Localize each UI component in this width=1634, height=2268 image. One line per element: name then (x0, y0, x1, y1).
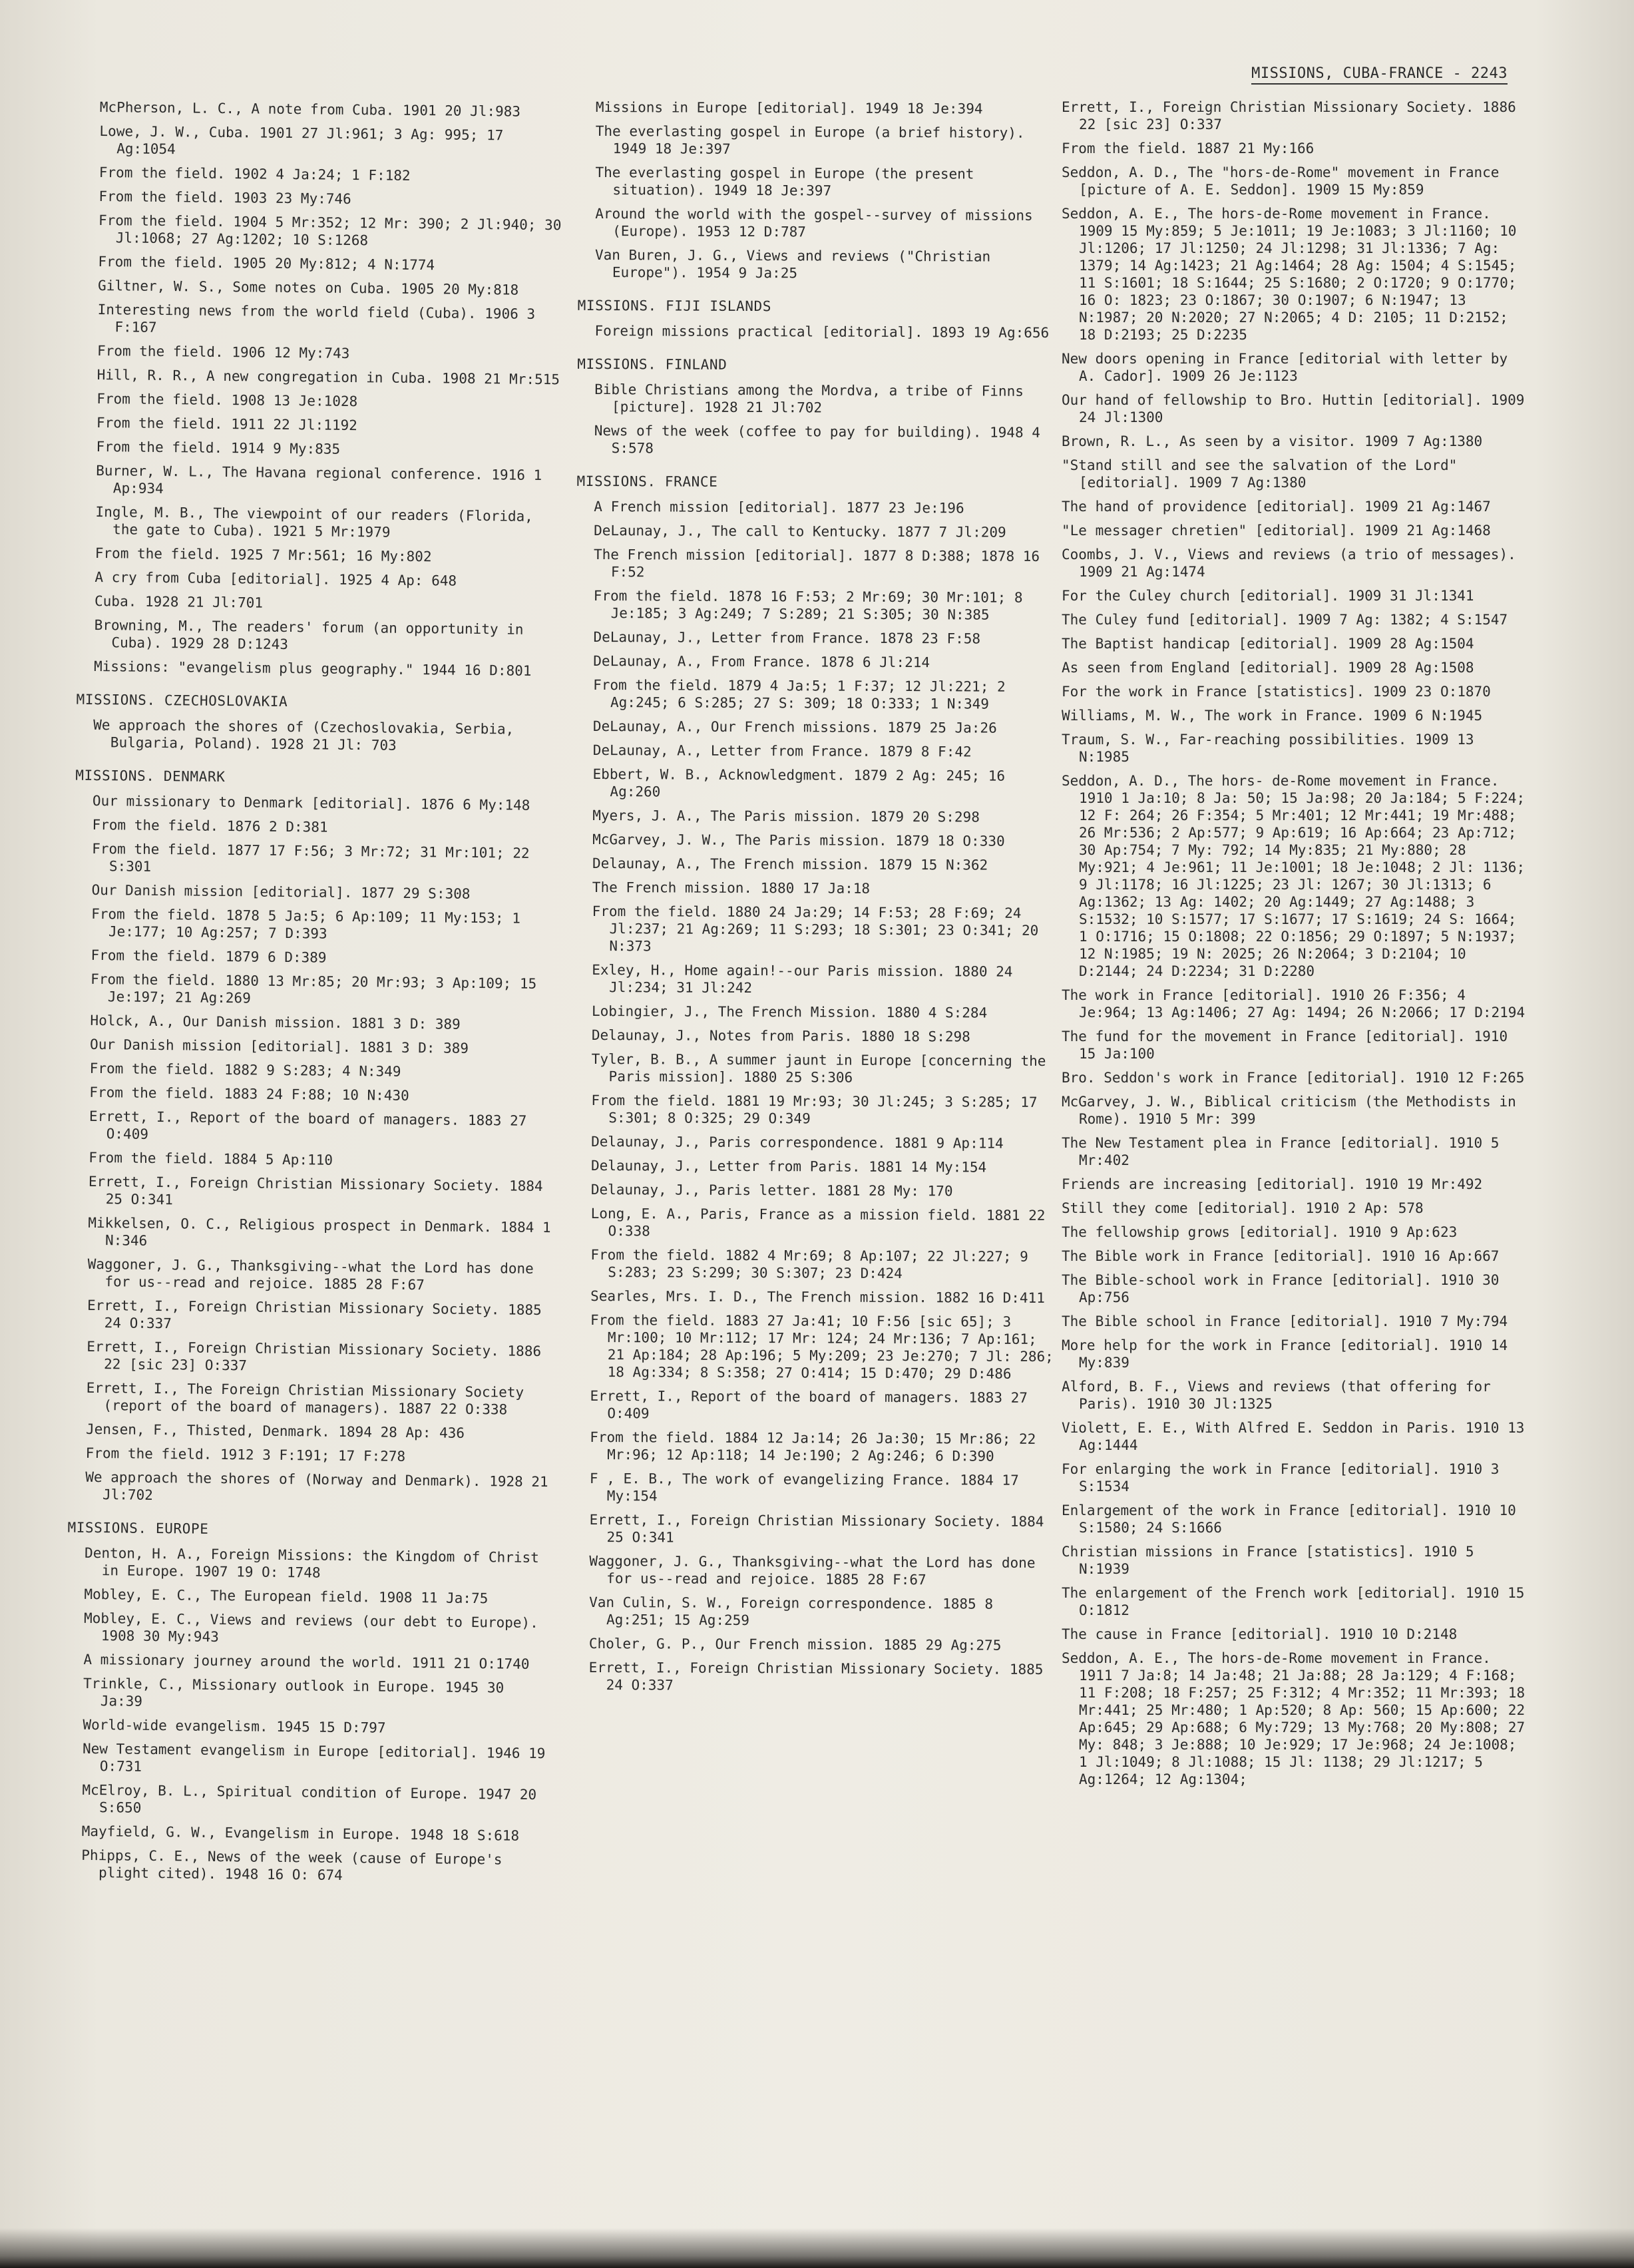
index-entry: McGarvey, J. W., Biblical criticism (the Methodists in Rome). 1910 5 Mr: 399 (1062, 1094, 1516, 1127)
index-entry: Seddon, A. D., The hors- de-Rome movement in France. 1910 1 Ja:10; 8 Ja: 50; 15 Ja:98; 20 Ja:184; 5 F:224; 12 F: 264; 26 F:354; 5 Mr:401; 12 Mr:441; 19 Mr:488; 26 Mr:536; 2 Ap:577; 9 Ap:619; 16 Ap:664; 23 Ap:712; 30 Ap:754; 7 My: 792; 14 My:835; 21 My:880; 28 My:921; 4 Je:961; 11 Je:1001; 18 Je:1048; 2 Jl: 1136; 9 Jl:1178; 16 Jl:1225; 23 Jl: 1267; 30 Jl:1313; 6 Ag:1362; 13 Ag: 1402; 20 Ag:1449; 27 Ag:1488; 3 S:1532; 10 S:1577; 17 S:1677; 17 S:1619; 24 S: 1664; 1 O:1716; 15 O:1808; 22 O:1856; 29 O:1897; 5 N:1937; 12 N:1985; 19 N: 2025; 26 N:2064; 3 D:2104; 10 D:2144; 24 D:2234; 31 D:2280 (1062, 773, 1526, 979)
index-entry: The Bible-school work in France [editorial]. 1910 30 Ap:756 (1062, 1272, 1500, 1305)
index-entry: Errett, I., Foreign Christian Missionary Society. 1886 22 [sic 23] O:337 (1062, 99, 1516, 132)
index-entry: Seddon, A. D., The "hors-de-Rome" movement in France [picture of A. E. Seddon]. 1909 15 My:859 (1062, 164, 1500, 198)
index-entry: From the field. 1884 5 Ap:110 (89, 1149, 333, 1168)
index-entry: Errett, I., Report of the board of managers. 1883 27 O:409 (590, 1387, 1028, 1422)
column-2 (576, 99, 1062, 1702)
index-entry: Waggoner, J. G., Thanksgiving--what the Lord has done for us--read and rejoice. 1885 28 F:67 (589, 1552, 1036, 1588)
index-entry: We approach the shores of (Norway and Denmark). 1928 21 Jl:702 (85, 1469, 548, 1503)
index-entry: Searles, Mrs. I. D., The French mission. 1882 16 D:411 (590, 1287, 1045, 1306)
index-entry: Enlargement of the work in France [editorial]. 1910 10 S:1580; 24 S:1666 (1062, 1502, 1516, 1536)
index-entry: Delaunay, J., Letter from Paris. 1881 14 My:154 (590, 1157, 987, 1176)
index-entry: Our Danish mission [editorial]. 1877 29 S:308 (91, 881, 471, 902)
index-entry: "Le messager chretien" [editorial]. 1909 21 Ag:1468 (1062, 523, 1491, 539)
index-entry: From the field. 1882 9 S:283; 4 N:349 (89, 1060, 401, 1080)
index-entry: The everlasting gospel in Europe (the present situation). 1949 18 Je:397 (595, 164, 974, 199)
index-entry: Errett, I., The Foreign Christian Missionary Society (report of the board of managers). 1887 22 O:338 (86, 1379, 524, 1418)
index-entry: Mikkelsen, O. C., Religious prospect in Denmark. 1884 1 N:346 (88, 1214, 551, 1249)
index-entry: The Bible school in France [editorial]. 1910 7 My:794 (1062, 1313, 1508, 1329)
section-heading: MISSIONS. EUROPE (67, 1519, 209, 1537)
index-entry: Around the world with the gospel--survey of missions (Europe). 1953 12 D:787 (595, 205, 1033, 240)
index-entry: DeLaunay, A., From France. 1878 6 Jl:214 (593, 652, 930, 671)
index-entry: Friends are increasing [editorial]. 1910 19 Mr:492 (1062, 1176, 1483, 1192)
index-entry: From the field. 1879 6 D:389 (91, 947, 327, 966)
index-entry: Tyler, B. B., A summer jaunt in Europe [concerning the Paris mission]. 1880 25 S:306 (591, 1050, 1046, 1086)
index-entry: From the field. 1882 4 Mr:69; 8 Ap:107; 22 Jl:227; 9 S:283; 23 S:299; 30 S:307; 23 D:424 (590, 1246, 1028, 1282)
index-entry: From the field. 1887 21 My:166 (1062, 140, 1315, 156)
index-entry: Lowe, J. W., Cuba. 1901 27 Jl:961; 3 Ag: 995; 17 Ag:1054 (99, 122, 504, 158)
index-entry: Christian missions in France [statistics]. 1910 5 N:1939 (1062, 1544, 1474, 1577)
index-entry: F , E. B., The work of evangelizing France. 1884 17 My:154 (589, 1470, 1019, 1504)
index-entry: McGarvey, J. W., The Paris mission. 1879 18 O:330 (592, 831, 1005, 849)
index-entry: Still they come [editorial]. 1910 2 Ap: 578 (1062, 1200, 1424, 1216)
index-entry: From the field. 1883 24 F:88; 10 N:430 (89, 1084, 409, 1104)
index-entry: Delaunay, J., Paris correspondence. 1881 9 Ap:114 (591, 1133, 1004, 1152)
index-entry: DeLaunay, J., The call to Kentucky. 1877 7 Jl:209 (594, 522, 1006, 541)
index-entry: More help for the work in France [editorial]. 1910 14 My:839 (1062, 1337, 1508, 1371)
index-entry: Ebbert, W. B., Acknowledgment. 1879 2 Ag: 245; 16 Ag:260 (592, 766, 1006, 800)
index-entry: Errett, I., Foreign Christian Missionary Society. 1886 22 [sic 23] O:337 (87, 1338, 542, 1374)
index-entry: Our Danish mission [editorial]. 1881 3 D: 389 (89, 1036, 469, 1056)
index-entry: From the field. 1876 2 D:381 (92, 816, 328, 835)
index-entry: Hill, R. R., A new congregation in Cuba. 1908 21 Mr:515 (97, 366, 560, 388)
index-entry: Mayfield, G. W., Evangelism in Europe. 1948 18 S:618 (81, 1823, 520, 1844)
index-entry: Delaunay, J., Notes from Paris. 1880 18 S:298 (591, 1026, 970, 1045)
index-entry: Giltner, W. S., Some notes on Cuba. 1905 20 My:818 (97, 277, 519, 298)
index-entry: The enlargement of the French work [editorial]. 1910 15 O:1812 (1062, 1585, 1525, 1618)
index-entry: The fellowship grows [editorial]. 1910 9 Ap:623 (1062, 1224, 1458, 1240)
index-entry: Brown, R. L., As seen by a visitor. 1909 7 Ag:1380 (1062, 433, 1483, 449)
index-entry: Coombs, J. V., Views and reviews (a trio of messages). 1909 21 Ag:1474 (1062, 547, 1516, 580)
index-entry: The hand of providence [editorial]. 1909 21 Ag:1467 (1062, 499, 1491, 515)
index-entry: The Culey fund [editorial]. 1909 7 Ag: 1382; 4 S:1547 (1062, 612, 1508, 628)
index-entry: We approach the shores of (Czechoslovakia, Serbia, Bulgaria, Poland). 1928 21 Jl: 703 (93, 716, 514, 754)
index-entry: For the work in France [statistics]. 1909 23 O:1870 (1062, 684, 1491, 700)
index-entry: Delaunay, A., The French mission. 1879 15 N:362 (592, 855, 988, 873)
index-entry: From the field. 1880 13 Mr:85; 20 Mr:93; 3 Ap:109; 15 Je:197; 21 Ag:269 (91, 971, 537, 1007)
index-entry: As seen from England [editorial]. 1909 28 Ag:1508 (1062, 660, 1474, 676)
index-entry: Errett, I., Foreign Christian Missionary Society. 1885 24 O:337 (87, 1297, 542, 1332)
index-entry: From the field. 1878 16 F:53; 2 Mr:69; 30 Mr:101; 8 Je:185; 3 Ag:249; 7 S:289; 21 S:305; 30 N:385 (593, 587, 1023, 623)
index-entry: From the field. 1880 24 Ja:29; 14 F:53; 28 F:69; 24 Jl:237; 21 Ag:269; 11 S:293; 18 S:301; 23 O:341; 20 N:373 (592, 903, 1039, 955)
index-entry: From the field. 1911 22 Jl:1192 (96, 414, 357, 434)
index-entry: "Stand still and see the salvation of the Lord" [editorial]. 1909 7 Ag:1380 (1062, 457, 1458, 491)
index-entry: Bible Christians among the Mordva, a tribe of Finns [picture]. 1928 21 Jl:702 (594, 381, 1024, 416)
index-entry: Traum, S. W., Far-reaching possibilities. 1909 13 N:1985 (1062, 732, 1474, 765)
index-entry: From the field. 1925 7 Mr:561; 16 My:802 (95, 545, 432, 565)
index-entry: From the field. 1912 3 F:191; 17 F:278 (85, 1445, 406, 1465)
section-heading: MISSIONS. DENMARK (75, 767, 226, 786)
index-entry: DeLaunay, J., Letter from France. 1878 23 F:58 (593, 628, 981, 647)
index-entry: Cuba. 1928 21 Jl:701 (94, 592, 264, 611)
column-3 (1062, 99, 1528, 1795)
index-entry: Bro. Seddon's work in France [editorial]. 1910 12 F:265 (1062, 1070, 1525, 1086)
index-entry: Delaunay, J., Paris letter. 1881 28 My: 170 (590, 1181, 953, 1200)
index-entry: The Bible work in France [editorial]. 1910 16 Ap:667 (1062, 1248, 1500, 1264)
index-entry: Missions in Europe [editorial]. 1949 18 Je:394 (595, 99, 983, 117)
index-entry: Our hand of fellowship to Bro. Huttin [editorial]. 1909 24 Jl:1300 (1062, 392, 1525, 425)
index-entry: Phipps, C. E., News of the week (cause of Europe's plight cited). 1948 16 O: 674 (81, 1847, 503, 1883)
index-entry: New doors opening in France [editorial with letter by A. Cador]. 1909 26 Je:1123 (1062, 351, 1508, 384)
index-entry: Long, E. A., Paris, France as a mission field. 1881 22 O:338 (590, 1205, 1046, 1240)
index-entry: From the field. 1881 19 Mr:93; 30 Jl:245; 3 S:285; 17 S:301; 8 O:325; 29 O:349 (591, 1092, 1038, 1127)
index-entry: The French mission [editorial]. 1877 8 D:388; 1878 16 F:52 (593, 546, 1040, 580)
index-entry: The Baptist handicap [editorial]. 1909 28 Ag:1504 (1062, 636, 1474, 652)
index-entry: New Testament evangelism in Europe [editorial]. 1946 19 O:731 (82, 1740, 546, 1775)
index-entry: From the field. 1904 5 Mr:352; 12 Mr: 390; 2 Jl:940; 30 Jl:1068; 27 Ag:1202; 10 S:1268 (98, 212, 562, 249)
index-entry: Van Culin, S. W., Foreign correspondence. 1885 8 Ag:251; 15 Ag:259 (589, 1594, 994, 1629)
index-entry: DeLaunay, A., Letter from France. 1879 8 F:42 (592, 742, 972, 760)
index-entry: DeLaunay, A., Our French missions. 1879 25 Ja:26 (592, 718, 997, 736)
index-entry: Williams, M. W., The work in France. 1909 6 N:1945 (1062, 708, 1483, 724)
index-entry: For the Culey church [editorial]. 1909 31 Jl:1341 (1062, 588, 1474, 604)
index-entry: Mobley, E. C., Views and reviews (our debt to Europe). 1908 30 My:943 (83, 1610, 538, 1645)
index-entry: From the field. 1884 12 Ja:14; 26 Ja:30; 15 Mr:86; 22 Mr:96; 12 Ap:118; 14 Je:190; 2 Ag:246; 6 D:390 (590, 1429, 1036, 1465)
index-entry: From the field. 1877 17 F:56; 3 Mr:72; 31 Mr:101; 22 S:301 (92, 840, 530, 875)
index-entry: From the field. 1905 20 My:812; 4 N:1774 (98, 253, 435, 274)
index-entry: Errett, I., Foreign Christian Missionary Society. 1884 25 O:341 (589, 1511, 1044, 1546)
index-entry: Errett, I., Report of the board of managers. 1883 27 O:409 (89, 1108, 527, 1142)
index-entry: Our missionary to Denmark [editorial]. 1876 6 My:148 (92, 792, 530, 813)
index-entry: World-wide evangelism. 1945 15 D:797 (83, 1716, 386, 1736)
index-entry: The work in France [editorial]. 1910 26 F:356; 4 Je:964; 13 Ag:1406; 27 Ag: 1494; 26 N:2066; 17 D:2194 (1062, 987, 1526, 1021)
index-entry: For enlarging the work in France [editorial]. 1910 3 S:1534 (1062, 1461, 1500, 1494)
index-entry: The fund for the movement in France [editorial]. 1910 15 Ja:100 (1062, 1028, 1508, 1062)
index-entry: Jensen, F., Thisted, Denmark. 1894 28 Ap: 436 (85, 1421, 465, 1441)
index-entry: Burner, W. L., The Havana regional conference. 1916 1 Ap:934 (96, 462, 542, 497)
index-entry: McElroy, B. L., Spiritual condition of Europe. 1947 20 S:650 (82, 1781, 537, 1816)
index-entry: Ingle, M. B., The viewpoint of our readers (Florida, the gate to Cuba). 1921 5 Mr:1979 (95, 503, 534, 541)
index-entry: From the field. 1914 9 My:835 (96, 438, 341, 457)
column-1 (67, 99, 566, 1893)
index-entry: Holck, A., Our Danish mission. 1881 3 D: 389 (90, 1012, 461, 1032)
index-entry: The everlasting gospel in Europe (a brief history). 1949 18 Je:397 (595, 122, 1025, 157)
index-entry: A cry from Cuba [editorial]. 1925 4 Ap: 648 (95, 568, 457, 589)
index-entry: Foreign missions practical [editorial]. 1893 19 Ag:656 (594, 322, 1050, 341)
index-entry: Choler, G. P., Our French mission. 1885 29 Ag:275 (588, 1635, 1002, 1654)
index-entry: From the field. 1908 13 Je:1028 (97, 390, 358, 410)
index-entry: Denton, H. A., Foreign Missions: the Kingdom of Christ in Europe. 1907 19 O: 1748 (84, 1544, 539, 1581)
index-entry: Trinkle, C., Missionary outlook in Europe. 1945 30 Ja:39 (83, 1675, 505, 1709)
index-entry: Missions: "evangelism plus geography." 1944 16 D:801 (93, 658, 532, 679)
index-entry: Lobingier, J., The French Mission. 1880 4 S:284 (591, 1003, 988, 1021)
index-entry: Alford, B. F., Views and reviews (that offering for Paris). 1910 30 Jl:1325 (1062, 1379, 1491, 1412)
index-entry: From the field. 1902 4 Ja:24; 1 F:182 (99, 164, 411, 184)
index-entry: The French mission. 1880 17 Ja:18 (592, 879, 871, 897)
index-entry: Browning, M., The readers' forum (an opportunity in Cuba). 1929 28 D:1243 (94, 616, 524, 653)
page-edge-shadow (0, 2228, 1634, 2268)
running-head: MISSIONS, CUBA-FRANCE - 2243 (1251, 65, 1508, 85)
index-entry: From the field. 1878 5 Ja:5; 6 Ap:109; 11 My:153; 1 Je:177; 10 Ag:257; 7 D:393 (91, 905, 521, 942)
section-heading: MISSIONS. CZECHOSLOVAKIA (76, 691, 288, 710)
index-entry: A French mission [editorial]. 1877 23 Je:196 (594, 498, 964, 517)
index-entry: Interesting news from the world field (Cuba). 1906 3 F:167 (97, 301, 536, 336)
index-entry: News of the week (coffee to pay for building). 1948 4 S:578 (594, 422, 1040, 457)
index-entry: Seddon, A. E., The hors-de-Rome movement in France. 1911 7 Ja:8; 14 Ja:48; 21 Ja:88; 28 Ja:129; 4 F:168; 11 F:208; 18 F:257; 25 F:312; 4 Mr:352; 11 Mr:393; 18 Mr:441; 25 Mr:480; 1 Ap:520; 8 Ap: 560; 15 Ap:600; 22 Ap:645; 29 Ap:688; 6 My:729; 13 My:768; 20 My:808; 27 My: 848; 3 Je:888; 10 Je:929; 17 Je:968; 24 Je:1008; 1 Jl:1049; 8 Jl:1088; 15 Jl: 1138; 29 Jl:1217; 5 Ag:1264; 12 Ag:1304; (1062, 1650, 1526, 1787)
index-entry: A missionary journey around the world. 1911 21 O:1740 (83, 1651, 530, 1672)
index-entry: Exley, H., Home again!--our Paris mission. 1880 24 Jl:234; 31 Jl:242 (592, 961, 1013, 997)
index-entry: McPherson, L. C., A note from Cuba. 1901 20 Jl:983 (99, 99, 521, 120)
index-entry: Violett, E. E., With Alfred E. Seddon in Paris. 1910 13 Ag:1444 (1062, 1420, 1525, 1453)
index-entry: Errett, I., Foreign Christian Missionary Society. 1885 24 O:337 (588, 1659, 1044, 1694)
index-entry: Myers, J. A., The Paris mission. 1879 20 S:298 (592, 807, 980, 825)
index-entry: Seddon, A. E., The hors-de-Rome movement in France. 1909 15 My:859; 5 Je:1011; 19 Je:1083; 3 Jl:1160; 10 Jl:1206; 17 Jl:1250; 24 Jl:1298; 31 Jl:1336; 7 Ag: 1379; 14 Ag:1423; 21 Ag:1464; 28 Ag: 1504; 4 S:1545; 11 S:1601; 18 S:1644; 25 S:1680; 2 O:1720; 9 O:1770; 16 O: 1823; 23 O:1867; 30 O:1907; 6 N:1947; 13 N:1987; 20 N:2020; 27 N:2065; 4 D: 2105; 11 D:2152; 18 D:2193; 25 D:2235 (1062, 206, 1517, 343)
index-entry: From the field. 1906 12 My:743 (97, 342, 350, 361)
index-entry: From the field. 1903 23 My:746 (99, 188, 351, 207)
index-entry: From the field. 1883 27 Ja:41; 10 F:56 [sic 65]; 3 Mr:100; 10 Mr:112; 17 Mr: 124; 24 Mr:136; 7 Ap:161; 21 Ap:184; 28 Ap:196; 5 My:209; 23 Je:270; 7 Jl: 286; 18 Ag:334; 8 S:358; 27 O:414; 15 D:470; 29 D:486 (590, 1311, 1054, 1382)
index-entry: The New Testament plea in France [editorial]. 1910 5 Mr:402 (1062, 1135, 1500, 1168)
index-entry: From the field. 1879 4 Ja:5; 1 F:37; 12 Jl:221; 2 Ag:245; 6 S:285; 27 S: 309; 18 O:333; 1 N:349 (593, 676, 1006, 712)
index-entry: Waggoner, J. G., Thanksgiving--what the Lord has done for us--read and rejoice. 1885 28 F:67 (87, 1255, 534, 1293)
index-entry: The cause in France [editorial]. 1910 10 D:2148 (1062, 1626, 1458, 1642)
index-entry: Mobley, E. C., The European field. 1908 11 Ja:75 (84, 1586, 489, 1607)
index-entry: Van Buren, J. G., Views and reviews ("Christian Europe"). 1954 9 Ja:25 (594, 246, 991, 282)
section-heading: MISSIONS. FINLAND (577, 355, 727, 373)
section-heading: MISSIONS. FIJI ISLANDS (577, 297, 772, 315)
section-heading: MISSIONS. FRANCE (576, 473, 718, 490)
index-entry: Errett, I., Foreign Christian Missionary Society. 1884 25 O:341 (88, 1173, 543, 1208)
